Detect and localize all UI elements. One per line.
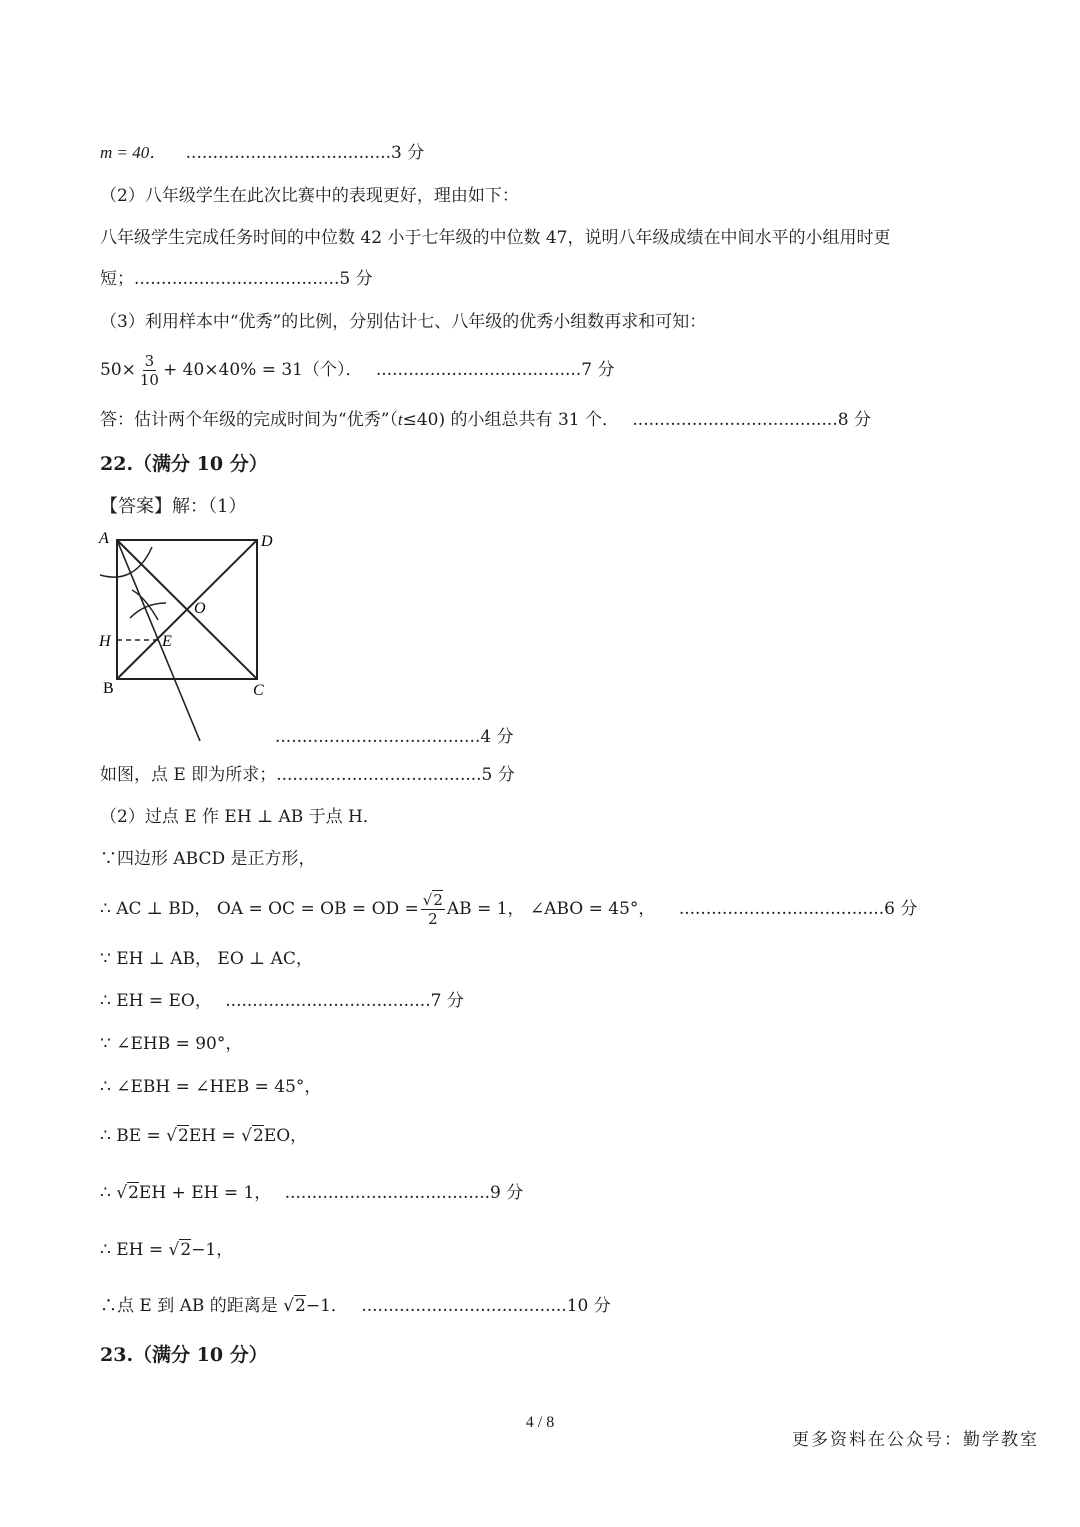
label-e: E: [162, 633, 172, 650]
part2-intro: （2）过点 E 作 EH ⊥ AB 于点 H．: [100, 807, 380, 827]
score-dots: ......................................6 分: [678, 899, 918, 919]
answer-line: [100, 409, 871, 431]
square-construction-figure: [90, 525, 290, 747]
question-22-heading: 22.（满分 10 分）: [100, 453, 268, 475]
radicand: 2: [253, 1126, 264, 1146]
step-text: ∴点 E 到 AB 的距离是: [100, 1296, 278, 1316]
part2-reason: 八年级学生完成任务时间的中位数 42 小于七年级的中位数 47，说明八年级成绩在中间水平的小组用时更: [100, 228, 891, 248]
label-b: B: [103, 680, 114, 697]
part3-label: （3）利用样本中“优秀”的比例，分别估计七、八年级的优秀小组数再求和可知：: [100, 312, 707, 332]
step-text-cont: −1．: [305, 1296, 348, 1316]
answer-label: 【答案】解：（1）: [100, 496, 247, 517]
expr-pre: 50×: [100, 360, 136, 380]
proof-step-diagonals: [100, 885, 917, 933]
radicand: 2: [178, 1126, 189, 1146]
step-text: ∴: [100, 1183, 111, 1203]
step-text: ∴ EH = EO，: [100, 991, 212, 1011]
fraction-denominator: 2: [428, 910, 438, 928]
fraction-denominator: 10: [139, 371, 159, 389]
page-number: 4 / 8: [525, 1414, 555, 1431]
proof-conclusion: ∴点 E 到 AB 的距离是 √2−1． ......................................10 分: [100, 1296, 611, 1316]
step-text-cont: −1，: [191, 1240, 234, 1260]
part2-label: （2）八年级学生在此次比赛中的表现更好，理由如下：: [100, 186, 519, 206]
step-text-cont: EH + EH = 1，: [138, 1183, 272, 1203]
score-dots: ......................................9 分: [284, 1183, 524, 1203]
score-dots: ......................................7 分: [225, 991, 464, 1011]
part3-expression: [100, 350, 614, 390]
answer-text-cont: ≤40) 的小组总共有 31 个．: [402, 410, 619, 430]
step-text-end: EO，: [263, 1126, 308, 1146]
step-text: ∴ BE =: [100, 1126, 161, 1146]
step-text-cont: EH =: [188, 1126, 236, 1146]
score-dots: ......................................7 分: [375, 360, 615, 380]
fraction-numerator: √2: [422, 891, 443, 909]
proof-step-eh-eq-eo: [100, 990, 464, 1012]
proof-step-45-degrees: ∴ ∠EBH = ∠HEB = 45°，: [100, 1077, 322, 1097]
label-o: O: [194, 600, 206, 617]
fraction-sqrt2-over-2: [421, 891, 445, 928]
radicand: 2: [128, 1183, 139, 1203]
score-dots: ......................................8 分: [632, 410, 871, 430]
m-value-line: [100, 142, 424, 164]
radicand: 2: [180, 1240, 192, 1260]
radicand: 2: [433, 891, 443, 909]
fraction-3-10: [138, 352, 161, 389]
step-text: ∴ EH =: [100, 1240, 164, 1260]
fraction-numerator: 3: [144, 352, 155, 370]
score-dots: ......................................10 分: [361, 1296, 611, 1316]
label-d: D: [261, 533, 273, 550]
proof-step-perpendiculars: ∵ EH ⊥ AB， EO ⊥ AC，: [100, 949, 313, 969]
answer-text: 答：估计两个年级的完成时间为“优秀”（: [100, 410, 398, 430]
proof-step-eh-value: ∴ EH = √2−1，: [100, 1240, 234, 1260]
part2-reason-cont: 短；......................................5 分: [100, 269, 373, 289]
proof-step-right-angle: ∵ ∠EHB = 90°，: [100, 1034, 243, 1054]
expr-post: + 40×40% = 31（个）．: [162, 360, 363, 380]
variable-t: t: [397, 410, 403, 429]
proof-step-since-square: ∵四边形 ABCD 是正方形，: [100, 849, 316, 869]
label-a: A: [99, 530, 109, 547]
step-text: ∴ AC ⊥ BD， OA = OC = OB = OD =: [100, 899, 419, 919]
radicand: 2: [295, 1296, 306, 1316]
proof-step-be: ∴ BE = √2EH = √2EO，: [100, 1126, 308, 1146]
m-equation: m = 40．: [100, 143, 167, 162]
proof-step-equation: ∴ √2EH + EH = 1， ......................................9 分: [100, 1183, 524, 1203]
part1-conclusion: 如图，点 E 即为所求；......................................5 分: [100, 765, 515, 785]
figure-score-dots: ......................................4 分: [275, 727, 514, 747]
watermark-text: 更多资料在公众号：勤学教室: [792, 1430, 1039, 1450]
question-23-heading: 23.（满分 10 分）: [100, 1344, 268, 1366]
score-dots: ......................................3 分: [185, 143, 425, 163]
label-c: C: [253, 682, 264, 699]
step-text-cont: AB = 1， ∠ABO = 45°，: [446, 899, 656, 919]
label-h: H: [99, 633, 111, 650]
